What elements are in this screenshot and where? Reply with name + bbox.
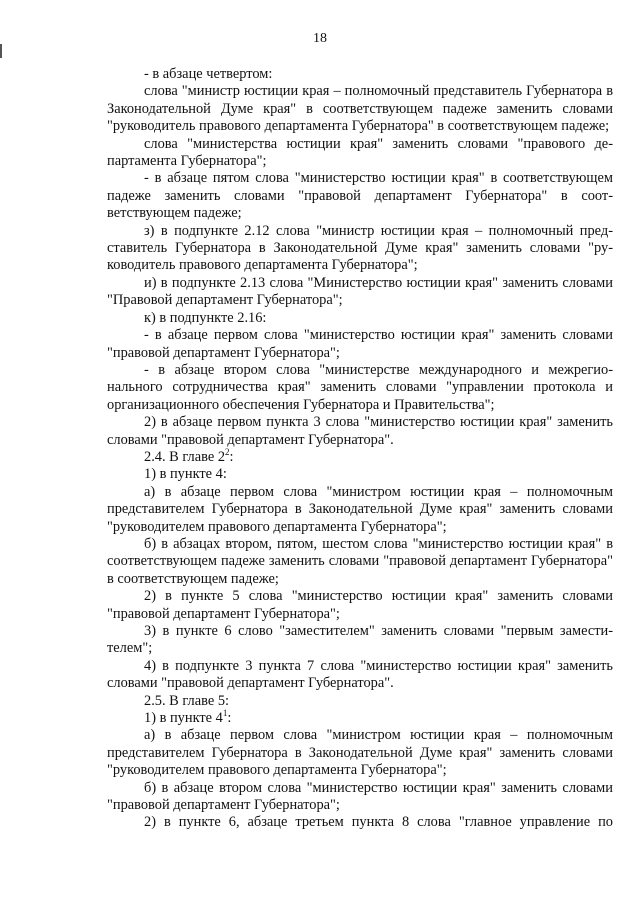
paragraph: к) в подпункте 2.16: (144, 309, 267, 326)
paragraph-point-heading (107, 710, 613, 727)
paragraph: 2) в абзаце первом пункта 3 слова "министерство юстиции края" заменить словами "правовой департамент Губернатора". (107, 414, 613, 448)
superscript-mark: 2 (225, 446, 230, 457)
paragraph: слова "министерства юстиции края" заменить словами "правового департамента Губернатора"; (107, 135, 613, 170)
paragraph: и) в подпункте 2.13 слова "Министерство юстиции края" заменить словами "Правовой департамент Губернатора"; (107, 274, 613, 309)
page-number: 18 (313, 31, 327, 46)
heading-colon: : (227, 710, 232, 727)
paragraph: а) в абзаце первом слова "министром юстиции края – полномочным представителем Губернатора в Законодательной Думе края" заменить словами "руководителем правового департамента Губернатора"; (107, 727, 613, 779)
superscript-mark: 1 (222, 708, 228, 719)
point-heading-text: 1) в пункте 4 (144, 710, 223, 727)
paragraph: 1) в пункте 4: (144, 466, 227, 483)
paragraph: 2.5. В главе 5: (144, 692, 230, 709)
paragraph: слова "министр юстиции края – полномочный представитель Губернатора в Законодательной Думе края" в соответствующем падеже заменить словами "руководитель правового департамента Губернатора" в соответствующем падеже; (107, 83, 613, 135)
paragraph: 2) в пункте 5 слова "министерство юстиции края" заменить словами "правовой департамент Губернатора"; (107, 588, 613, 622)
paragraph: - в абзаце первом слова "министерство юстиции края" заменить словами "правовой департамент Губернатора"; (107, 327, 613, 361)
paragraph: б) в абзацах втором, пятом, шестом слова "министерство юстиции края" в соответствующем падеже заменить словами "правовой департамент Губернатора" в соответствующем падеже; (107, 535, 613, 587)
document-body (107, 66, 613, 832)
paragraph: б) в абзаце втором слова "министерство юстиции края" заменить словами "правовой департамент Губернатора"; (107, 779, 613, 814)
paragraph-chapter-heading (107, 446, 613, 466)
chapter-heading-text: 2.4. В главе 2 (144, 448, 226, 465)
paragraph-continued: 2) в пункте 6, абзаце третьем пункта 8 слова "главное управление по (144, 814, 613, 831)
paragraph: 3) в пункте 6 слово "заместителем" заменить словами "первым заместителем"; (107, 623, 613, 657)
paragraph: - в абзаце пятом слова "министерство юстиции края" в соответствующем падеже заменить словами "правовой департамент Губернатора" в соответствующем падеже; (107, 170, 613, 222)
paragraph: - в абзаце втором слова "министерстве международного и межрегионального сотрудничества края" заменить словами "управлении протокола и организационного обеспечения Губернатора и Правительства"; (107, 361, 613, 413)
paragraph: з) в подпункте 2.12 слова "министр юстиции края – полномочный представитель Губернатора в Законодательной Думе края" заменить словами "руководитель правового департамента Губернатора"; (107, 222, 613, 274)
paragraph: 4) в подпункте 3 пункта 7 слова "министерство юстиции края" заменить словами "правовой департамент Губернатора". (107, 657, 613, 692)
heading-colon: : (229, 448, 234, 465)
paragraph: а) в абзаце первом слова "министром юстиции края – полномочным представителем Губернатора в Законодательной Думе края" заменить словами "руководителем правового департамента Губернатора"; (107, 483, 613, 535)
paragraph: - в абзаце четвертом: (144, 66, 273, 82)
